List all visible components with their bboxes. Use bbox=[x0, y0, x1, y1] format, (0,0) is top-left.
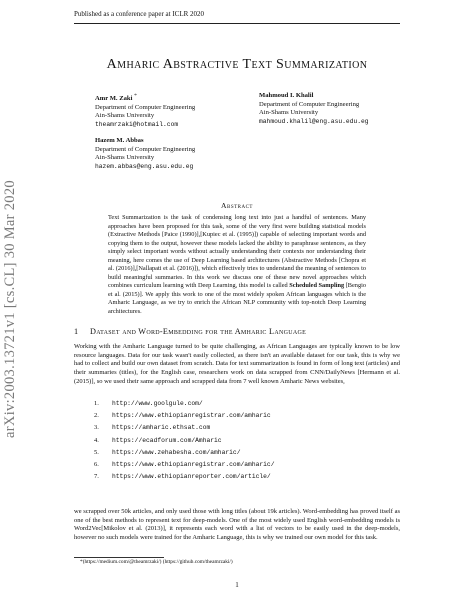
author-email[interactable]: mahmoud.khalil@eng.asu.edu.eg bbox=[259, 117, 369, 125]
section-title: Dataset and Word-Embedding for the Amharic Language bbox=[90, 327, 307, 336]
author-name: Amr M. Zaki bbox=[95, 95, 135, 103]
author-university: Ain-Shams University bbox=[95, 154, 155, 162]
url-link[interactable]: https://www.ethiopianregistrar.com/amharic bbox=[112, 412, 271, 420]
author-block-2 bbox=[259, 92, 369, 126]
body-paragraph: Working with the Amharic Language turned to be quite challenging, as African Languages are typically known to be low resource languages. Data for our task wasn't easily collected, as there isn't an available dataset for our task, this is why we had to collect and build our own dataset from scratch. Data for text summarization is found in form of long text (articles) and their summaries (titles), for the English case, researchers work on data scrapped from CNN/DailyNews [Hermann et al. (2015)], so we used their same approach and scrapped data from 7 well known Amharic News websites, bbox=[74, 343, 400, 385]
list-item bbox=[94, 398, 275, 410]
author-department: Department of Computer Engineering bbox=[259, 100, 360, 108]
author-block-3 bbox=[95, 137, 195, 171]
list-item bbox=[94, 422, 275, 434]
author-name: Hazem M. Abbas bbox=[95, 137, 144, 144]
list-index: 1. bbox=[94, 400, 99, 407]
url-link[interactable]: https://www.zehabesha.com/amharic/ bbox=[112, 448, 241, 456]
list-index: 6. bbox=[94, 461, 99, 469]
section-heading bbox=[74, 327, 414, 336]
list-item bbox=[94, 410, 275, 422]
url-link[interactable]: https://www.ethiopianregistrar.com/amharic/ bbox=[112, 461, 275, 469]
page-number: 1 bbox=[235, 581, 239, 589]
footnote-rule bbox=[74, 557, 164, 558]
author-name: Mahmoud I. Khalil bbox=[259, 92, 314, 99]
author-university: Ain-Shams University bbox=[259, 109, 319, 117]
author-department: Department of Computer Engineering bbox=[95, 103, 196, 111]
author-footnote-mark: * bbox=[134, 93, 137, 99]
url-link[interactable]: https://www.ethiopianreporter.com/article/ bbox=[112, 473, 271, 481]
body-paragraph: we scrapped over 50k articles, and only used those with long titles (about 19k articles). Word-embedding has proved itself as one of the best methods to represent text for deep-models. One of the most widely used English word-embedding models is Word2Vec[Mikolov et al. (2013)], it represents each word with a list of vectors to be easily used in the deep-models, however no such models were trained for the Amharic Language, this is why we trained our own model for this task. bbox=[74, 508, 400, 542]
header-rule bbox=[74, 23, 400, 24]
author-email[interactable]: theamrzaki@hotmail.com bbox=[95, 120, 179, 128]
abstract-text-part: [Bengio et al. (2015)]. We apply this work to one of the most widely spoken African languages which is the Amharic Language, as we try to enrich the African NLP community with top-notch Deep Learning architectures. bbox=[108, 282, 366, 316]
list-index: 2. bbox=[94, 412, 99, 420]
news-sites-list bbox=[94, 398, 275, 483]
list-index: 5. bbox=[94, 448, 99, 456]
section-number: 1 bbox=[74, 327, 79, 336]
footnote: *(https://medium.com/@theamrzaki/) (https://github.com/theamrzaki/) bbox=[80, 559, 233, 565]
abstract-text bbox=[108, 214, 366, 317]
author-email[interactable]: hazem.abbas@eng.asu.edu.eg bbox=[95, 162, 194, 170]
author-university: Ain-Shams University bbox=[95, 112, 155, 120]
conference-header: Published as a conference paper at ICLR 2020 bbox=[74, 10, 205, 18]
url-link[interactable]: https://amharic.ethsat.com bbox=[112, 424, 211, 432]
abstract-heading: Abstract bbox=[221, 201, 253, 210]
list-item bbox=[94, 471, 275, 483]
abstract-text-part: Text Summarization is the task of condensing long text into just a handful of sentences. Many approaches have been proposed for this task, some of the very first were building statistical models (Extractive Methods [Paice (1990)],[Kupiec et al. (1995)]) capable of selecting important words and copying them to the output, however these models lacked the ability to paraphrase sentences, as they simply select important words without actually understanding their contexts nor understanding their meaning, here comes the use of Deep Learning based architectures (Abstractive Methods [Chopra et al. (2016)],[Nallapati et al. (2016)]), which effectively tries to understand the meaning of sentences to build meaningful summaries. In this work we discuss one of these new novel approaches which combines curriculum learning with Deep Learning, this model is called bbox=[108, 214, 366, 290]
author-department: Department of Computer Engineering bbox=[95, 145, 196, 153]
url-link[interactable]: https://ecadforum.com/Amharic bbox=[112, 436, 222, 444]
list-item bbox=[94, 447, 275, 459]
list-index: 3. bbox=[94, 424, 99, 432]
url-link[interactable]: http://www.goolgule.com/ bbox=[112, 400, 203, 407]
list-item bbox=[94, 435, 275, 447]
paper-title: Amharic Abstractive Text Summarization bbox=[106, 57, 368, 72]
list-item bbox=[94, 459, 275, 471]
scheduled-sampling-term: Scheduled Sampling bbox=[289, 282, 345, 290]
arxiv-identifier: arXiv:2003.13721v1 [cs.CL] 30 Mar 2020 bbox=[2, 180, 18, 438]
list-index: 7. bbox=[94, 473, 99, 481]
list-index: 4. bbox=[94, 436, 99, 444]
author-block-1 bbox=[95, 92, 195, 130]
